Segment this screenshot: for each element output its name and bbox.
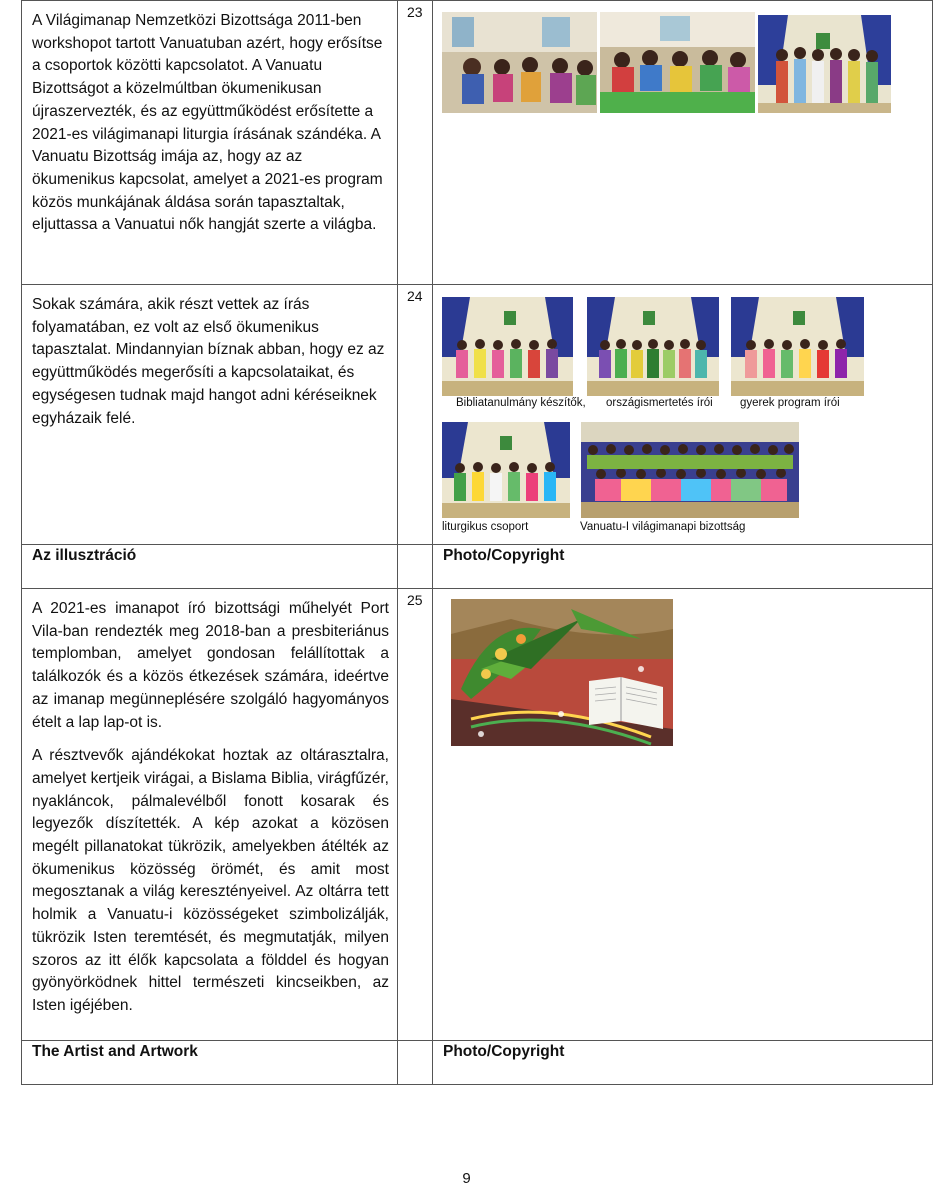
photo-copyright-heading-2: Photo/Copyright bbox=[443, 1043, 565, 1060]
group-photo-vanuatu-committee bbox=[581, 422, 799, 518]
table-row bbox=[22, 1, 933, 285]
group-photo-bible-study bbox=[442, 297, 573, 396]
table-row bbox=[22, 285, 933, 545]
page-number: 9 bbox=[462, 1170, 471, 1187]
caption-country-writers: országismertetés írói bbox=[606, 397, 713, 409]
group-photo-children-program bbox=[731, 297, 864, 396]
table-row bbox=[22, 1041, 933, 1085]
row-23-text: A Világimanap Nemzetközi Bizottsága 2011-ben workshopot tartott Vanuatuban azért, hogy erősítse a csoportok közötti kapcsolatot. A Vanuatu Bizottságot a közelmúltban ökumenikusan újraszervezték, és az együttműködést erősítette a 2021-es világimanapi liturgia írásának szándéka. A Vanuatu Bizottság imája az, hogy az az ökumenikus kapcsolat, amelyet a 2021-es program közös munkájának áldása során tapasztaltak, eljuttassa a Vanuatui nők hangját szerte a világba. bbox=[32, 12, 383, 234]
row-23-number: 23 bbox=[407, 4, 423, 20]
row-25-number: 25 bbox=[407, 592, 423, 608]
caption-liturgy: liturgikus csoport bbox=[442, 521, 529, 533]
table-row bbox=[22, 589, 933, 1041]
workshop-photo-1 bbox=[442, 12, 597, 113]
workshop-photo-2 bbox=[600, 12, 755, 113]
row-25-paragraph-1: A 2021-es imanapot író bizottsági műhelyét Port Vila-ban rendezték meg 2018-ban a presbiteriánus templomban, amelyet gondosan felállítottak a találkozók és a közös étkezések számára, ideértve az imanap megünneplésére szolgáló hagyományos ételt a lap lap-ot is. bbox=[32, 600, 389, 731]
caption-bible-study: Bibliatanulmány készítők, bbox=[456, 397, 586, 409]
row-24-text: Sokak számára, akik részt vettek az írás folyamatában, ez volt az első ökumenikus tapasztalat. Mindannyian bíznak abban, hogy ez az együttműködés megerősíti a kapcsolataikat, és egységesen tudnak majd hangot adni kéréseiknek egyházaik felé. bbox=[32, 296, 385, 427]
caption-children-program: gyerek program írói bbox=[740, 397, 840, 409]
artist-artwork-heading: The Artist and Artwork bbox=[32, 1043, 198, 1060]
table-row bbox=[22, 545, 933, 589]
illustration-heading: Az illusztráció bbox=[32, 547, 137, 564]
row-25-paragraph-2: A résztvevők ajándékokat hoztak az oltárasztalra, amelyet kertjeik virágai, a Bislama Biblia, virágfűzér, nyakláncok, pálmalevélből fonott kosarak és legyezők díszítették. A kép azokat a közösen megélt pillanatokat tükrözik, amelyekben átélték az ökumenikus közösség örömét, és amit most megosztanak a világ keresztényeivel. Az oltárra tett holmik a Vanuatu-i közösségeket szimbolizálják, tükrözik Isten teremtését, és megmutatják, milyen szoros az itt élők kapcsolata a földdel és hogyan gyönyörködnek hittel természeti kincseikben, az Isten igéjében. bbox=[32, 747, 389, 1014]
workshop-photo-3 bbox=[758, 15, 891, 113]
row-25-text bbox=[22, 589, 397, 1018]
caption-vanuatu-committee: Vanuatu-I világimanapi bizottság bbox=[580, 521, 746, 533]
altar-table-photo bbox=[451, 599, 673, 746]
group-photo-liturgy bbox=[442, 422, 570, 518]
row-24-number: 24 bbox=[407, 288, 423, 304]
photo-copyright-heading: Photo/Copyright bbox=[443, 547, 565, 564]
group-photo-country-writers bbox=[587, 297, 719, 396]
content-table bbox=[21, 0, 933, 1085]
